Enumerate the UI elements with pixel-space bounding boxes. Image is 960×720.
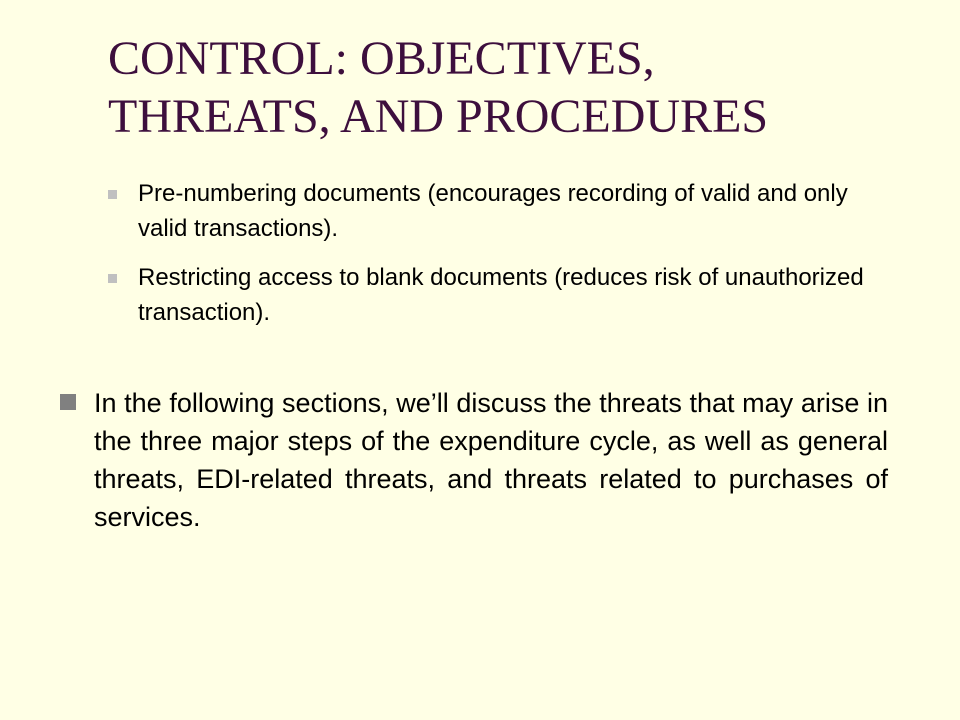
main-bullet-text: In the following sections, we’ll discuss the threats that may arise in the three major steps of the expenditure cycle, as well as general threats, EDI-related threats, and threats related to purchases of services. [94, 388, 888, 532]
main-bullet-item [58, 384, 888, 536]
square-bullet-icon [108, 274, 117, 283]
main-bullet-list [58, 384, 888, 536]
square-bullet-icon [108, 190, 117, 199]
slide-title-line-1: CONTROL: OBJECTIVES, [108, 32, 655, 85]
slide-title [108, 30, 928, 146]
sub-bullet-item [102, 176, 902, 246]
slide-title-line-2: THREATS, AND PROCEDURES [108, 90, 769, 143]
sub-bullet-text: Restricting access to blank documents (reduces risk of unauthorized transaction). [138, 264, 864, 326]
sub-bullet-text: Pre-numbering documents (encourages recording of valid and only valid transactions). [138, 180, 848, 242]
sub-bullet-item [102, 260, 902, 330]
sub-bullet-list [102, 176, 902, 344]
square-bullet-icon [60, 394, 76, 410]
